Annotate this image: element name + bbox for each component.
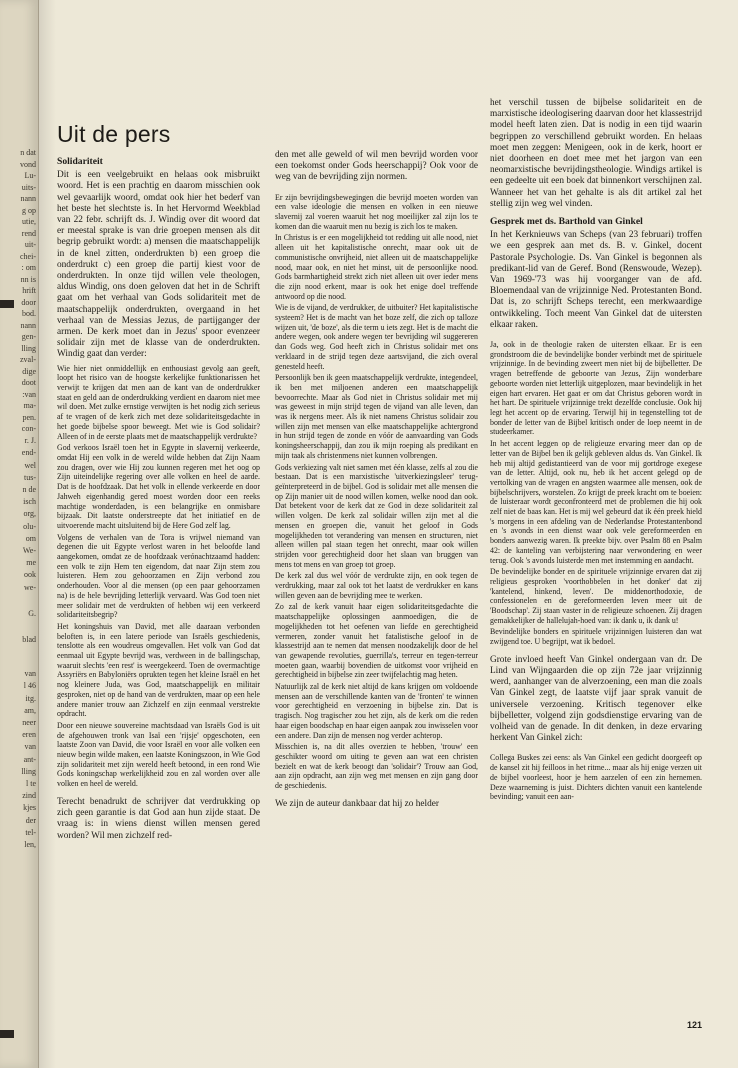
binding-shadow	[38, 0, 56, 1068]
margin-fragment: ant-	[23, 754, 36, 764]
article-subheading: Solidariteit	[57, 156, 103, 167]
body-paragraph: Grote invloed heeft Van Ginkel ondergaan van dr. De Lind van Wijngaarden die op zijn 72e jaar vrijzinnig werd, aanhanger van de alverzoening, een man die zoals Van Ginkel zegt, de laatste vijf jaar sprak vanuit de universele verzoening. Kritisch tegenover elke bijbelletter, volgend zijn godsdienstige ervaring van de volheid van de genade. In dit denken, in deze ervaring herkent Van Ginkel zich:	[490, 654, 702, 744]
quoted-passage: Persoonlijk ben ik geen maatschappelijk verdrukte, integendeel, ik ben met miljoenen anderen een maatschappelijk bevoorrechte. Maar als God niet in Christus solidair met mij was geweest in mijn strijd tegen de vijand van alle leven, dan was ik nergens meer. Als ik niet namens Christus solidair zou willen zijn met mensen van elke maatschappelijke achtergrond in hun strijd tegen de zonde en vóór de aanvaarding van Gods koningsheerschappij, dan zou ik mijn roeping als predikant en mijn taak als christenmens niet kunnen volbrengen.	[275, 373, 478, 460]
margin-mark	[0, 300, 14, 308]
quoted-passage: Ja, ook in de theologie raken de uitersten elkaar. Er is een grondstroom die de bevindelijke bonder verbindt met de spirituele vrijzinnige. In de bevinding zweert men niet bij de bijbelletter. De vragen betreffende de geboorte van Jezus, Zijn wonderbare geboorte worden niet letterlijk uitgeplozen, maar bevindelijk in het eigen hart ervaren. Het gaat er om dat Christus geboren wordt in het hart. De spirituele vrijzinnige trekt dezelfde conclusie. Ook hij legt het accent op de ervaring. Terwijl hij in tegenstelling tot de bonder de letter van de Bijbel kritisch onder de loep neemt in de studeerkamer.	[490, 340, 702, 437]
column-middle	[275, 150, 478, 1050]
body-paragraph: het verschil tussen de bijbelse solidariteit en de marxistische ideologisering daarvan door het klassestrijd model heeft laten zien. Dat is nodig in een tijd waarin begrippen zo verschillend gebruikt worden. En helaas moet men zeggen: Menigeen, ook in de kerk, hoort er niet doorheen en doet mee met het jargon van een neomarxistische bevrijdingstheologie. Windigs artikel is een gedeelte uit een boek dat binnenkort verschijnen zal. Wanneer het van het gehalte is als dit artikel zal het stellig zijn weg wel vinden.	[490, 98, 702, 209]
article-subheading: Gesprek met ds. Barthold van Ginkel	[490, 216, 643, 228]
margin-fragment: l te	[26, 779, 36, 788]
quoted-passage: God verkoos Israël toen het in Egypte in slavernij verkeerde, omdat Hij een volk in de wereld wilde hebben dat Zijn Naam zou dragen, over wie Hij zou kunnen regeren met het oog op Zijn uiteindelijke regering over alle volken en heel de aarde. Dat is de hoofdzaak. Dat het volk in ellende verkeerde en door Jahweh eigenhandig gered moest worden door een reeks machtige wonderdaden, is een belangrijke en onmisbare bijzaak. Dit laatste onderstreepte dat het initiatief en de uitvoerende macht uitsluitend bij de Here God zelf lag.	[57, 443, 260, 530]
margin-fragment: r. J.	[24, 436, 36, 446]
margin-fragment: utie,	[22, 217, 36, 226]
adjacent-page-margin	[0, 0, 39, 1068]
margin-fragment: g op	[22, 205, 36, 215]
quoted-passage: Wie hier niet onmiddellijk en enthousiast gevolg aan geeft, loopt het risico van de hoogste kerkelijke funktionarissen het verwijt te krijgen dat men aan de kant van de onderdrukker staat en geld aan de onderdrukking verdient en daarom niet mee wil doen. Met zulke ernstige verwijten is het nodig zich serieus af te vragen of de kerk zich met deze solidariteitsgedachte in het goede bijbelse spoor beweegt. Met wie is God solidair? Alleen of in de eerste plaats met de maatschappelijk verdrukte?	[57, 363, 260, 441]
quoted-passage: Gods verkiezing valt niet samen met één klasse, zelfs al zou die bestaan. Dat is een marxistische 'uitverkiezingsleer' terug-geïnterpreteerd in de bijbel. God is solidair met alle mensen die op Zijn manier uit de nood willen komen, welke nood dan ook. Dat betekent voor de kerk dat ze God in deze solidariteit zal willen volgen. De kerk zal solidair willen zijn met al die mensen en groepen die, vanuit het geloof in Gods mogelijkheden tot verandering van mensen en structuren, niet alleen willen pal staan tegen het onrecht, maar ook willen strijden voor gerechtigheid door het slaan van bruggen van mens tot mens en van groep tot groep.	[275, 462, 478, 569]
quoted-passage: Misschien is, na dit alles overzien te hebben, 'trouw' een geschikter woord om uiting te geven aan wat een christen bezielt en wat de kerk beoogt dan 'solidair'? Trouw aan God, aan zijn opdracht, aan zijn weg met mensen en zijn gang door de geschiedenis.	[275, 742, 478, 791]
margin-mark	[0, 1030, 14, 1038]
column-right	[490, 98, 702, 1028]
margin-fragment: eren	[22, 730, 36, 740]
margin-fragment: lling	[21, 343, 36, 353]
margin-fragment: len,	[24, 840, 36, 849]
margin-fragment: neer	[22, 718, 36, 727]
margin-fragment: doot	[21, 378, 36, 387]
margin-fragment: me	[26, 558, 36, 568]
body-paragraph: Dit is een veelgebruikt en helaas ook misbruikt woord. Het is een prachtig en daarom misschien ook wel gevaarlijk woord, omdat ook hier het bederf van het beste het slechtste is. In het Hervormd Weekblad van 22 febr. schrijft ds. J. Windig over dit woord dat er meestal sprake is van drie groepen mensen als dit begrip gebruikt wordt: a) mensen die maatschappelijk in de knel zitten, onderdrukten b) een groep die onderdrukt c) een groep die partij kiest voor de onderdrukten. In onze tijd willen vele theologen, aldus Windig, ons doen geloven dat het in de Schrift gaat om het verhaal van Gods solidariteit met de maatschappelijk onderdrukten, overgaand in het verhaal van de Messias Jezus, de partijganger der armen. De kerk moet dan in Jezus' spoor evenzeer solidair zijn met de klasse van de onderdrukten. Windig gaat dan verder:	[57, 170, 260, 360]
margin-fragment: chei-	[20, 251, 36, 261]
margin-fragment: n dat	[20, 148, 36, 157]
margin-fragment: bod.	[22, 309, 36, 318]
margin-fragment: :van	[22, 389, 36, 399]
margin-fragment: nn is	[20, 274, 36, 284]
margin-fragment: ma-	[23, 401, 36, 410]
margin-fragment: tus-	[24, 472, 36, 482]
body-paragraph: Terecht benadrukt de schrijver dat verdrukking op zich geen garantie is dat God aan hun zijde staat. De vraag is: in wiens dienst willen mensen gered worden? Wil men zichzelf red-	[57, 796, 260, 841]
margin-fragment: end-	[21, 448, 36, 458]
body-paragraph: den met alle geweld of wil men bevrijd worden voor een toekomst onder Gods heerschappij? Ook voor de weg van de bevrijding zijn normen.	[275, 150, 478, 183]
quoted-passage: In het accent leggen op de religieuze ervaring meer dan op de letter van de Bijbel ben ik gelijk gebleven aldus ds. Van Ginkel. Ik heb mij altijd gedistantieerd van de voor mij gortdroge exegese van de letter. Altijd, ook nu, heb ik het accent gelegd op de vertolking van de vragen en angsten waarmee alle mensen, ook de bijbelschrijvers, worstelen. Zo krijgt de preek kracht om te boeien: de luisteraar wordt geconfronteerd met de problemen die hij ook zelf niet de baas kan. Het is mij wel gebeurd dat ik één preek hield 's morgens in een afdeling van de Nederlandse Protestantenbond en 's avonds in een dienst waar ook vele gereformeerden en bonders aanwezig waren. Ik preekte bijv. over Psalm 88 en Psalm 42: de kanteling van verbijstering naar verwondering en weer terug. Ook 's avonds luisterde men met instemming en aandacht.	[490, 439, 702, 565]
body-paragraph: We zijn de auteur dankbaar dat hij zo helder	[275, 798, 439, 809]
margin-fragment: lling	[21, 766, 36, 776]
margin-fragment: om	[25, 533, 36, 543]
margin-fragment: dige	[22, 366, 36, 376]
margin-fragment: am,	[24, 705, 36, 715]
margin-fragment: wel	[24, 460, 36, 470]
quoted-passage: Door een nieuwe souvereine machtsdaad van Israëls God is uit de afgehouwen tronk van Isaï een 'rijsje' opgeschoten, een laatste Zoon van David, die voor Israël en voor alle volken een nieuw begin wilde maken, een laatste Koningszoon, in Wie God zijn solidariteit met zijn wereld heeft betoond, in een rond Wie Gods koningschap werkelijkheid zou en zal worden over alle volken en heel de wereld.	[57, 720, 260, 789]
margin-fragment: nann	[20, 194, 36, 203]
margin-fragment: hrift	[22, 286, 36, 295]
margin-fragment: Lu-	[24, 171, 36, 180]
margin-fragment: rend	[21, 228, 36, 238]
margin-fragment: We-	[22, 546, 36, 555]
margin-fragment: olu-	[23, 521, 36, 531]
margin-fragment: G.	[28, 608, 36, 618]
quoted-passage: In Christus is er een mogelijkheid tot redding uit alle nood, niet alleen uit het kapitalistische onrecht, maar ook uit de communistische onvrijheid, niet alleen uit de maatschappelijke nood, maar ook, en niet het minst, uit de persoonlijke nood. Gods barmhartigheid strekt zich niet alleen uit over ieder mens die zijn nood erkent, maar is ook het enige doel treffende antwoord op die nood.	[275, 233, 478, 301]
margin-fragment: zind	[22, 791, 36, 801]
margin-fragment: l 46	[23, 681, 36, 691]
quoted-passage: Collega Buskes zei eens: als Van Ginkel een gedicht doorgeeft op de kansel zit hij feilloos in het ritme... maar als hij enige verzen uit de bijbel voorleest, hoor je hem aarzelen of een zin hernemen. Deze waarneming is juist. Dichters dichten vanuit een kantelende bevinding; vanuit een aan-	[490, 753, 702, 802]
margin-fragment: we-	[24, 582, 36, 592]
margin-fragment: nann	[20, 320, 36, 330]
margin-fragment: der	[25, 815, 36, 825]
margin-fragment: uits-	[21, 182, 36, 192]
column-left	[57, 150, 260, 1050]
margin-fragment: uit-	[24, 240, 36, 249]
margin-fragment: gen-	[21, 332, 36, 341]
margin-fragment: van	[24, 669, 36, 679]
margin-fragment: kjes	[23, 803, 36, 813]
margin-fragment: isch	[23, 497, 36, 507]
margin-fragment: blad	[22, 635, 36, 644]
quoted-passage: Het koningshuis van David, met alle daaraan verbonden beloften is, in een latere periode van Israëls geschiedenis, tenslotte als een woudreus omgevallen. Het volk van God dat eenmaal uit Egypte bevrijd was, verdween in de ballingschap, waaruit slechts 'een rest' is weergekeerd. Toen de overmachtige Assyriërs en Babyloniërs oprukten tegen het kleine Israël en het nog kleinere Juda, was God, maatschappelijk en militair gesproken, niet op de hand van de verdrukten, maar op een hele andere manier trouw aan Zichzelf en zijn eenmaal verstrekte opdracht.	[57, 621, 260, 719]
margin-fragment: ook	[24, 570, 36, 580]
margin-fragment: zval-	[20, 355, 36, 364]
quoted-passage: Volgens de verhalen van de Tora is vrijwel niemand van degenen die uit Egypte verlost waren in het beloofde land aangekomen, omdat ze de hoofdzaak verónachtzaamd hadden: een volk te zijn Hem ten eigendom, dat naar Zijn stem zou luisteren. Hem zou gehoorzamen en Zijn verbond zou onderhouden. Voor al die mensen (op een paar gehoorzamen na) is de hele bevrijding letterlijk vervaard. Was God toen niet meer solidair met de verdrukten of hebben wij een verkeerd solidariteitsbegrip?	[57, 532, 260, 620]
margin-fragment: itg.	[25, 693, 36, 703]
margin-fragment: con-	[21, 424, 36, 433]
quoted-passage: Er zijn bevrijdingsbewegingen die bevrijd moeten worden van een valse ideologie die mensen en volken in een nieuwe slavernij zal voeren waaruit het nog moeilijker zal zijn los te komen dan die waaruit men nu bezig is zich los te maken.	[275, 192, 478, 231]
margin-fragment: door	[21, 297, 36, 307]
margin-fragment: vond	[20, 159, 36, 169]
margin-fragment: tel-	[25, 827, 36, 837]
quoted-passage: Natuurlijk zal de kerk niet altijd de kans krijgen om voldoende mensen aan de verschillende kanten van de 'fronten' te winnen voor gerechtigheid en verzoening in bijbelse zin. Dat is tragisch. Nog tragischer zou het zijn, als de kerk om die reden haar eigen boodschap en haar eigen aanpak zou inwisselen voor een andere. Dan zijn de mensen nog verder achterop.	[275, 682, 478, 740]
quoted-passage: Bevindelijke bonders en spirituele vrijzinnigen luisteren dan wat zwijgend toe. U begrijpt, wat ik bedoel.	[490, 627, 702, 647]
page-number: 121	[686, 1020, 702, 1030]
margin-fragment: van	[24, 742, 36, 752]
margin-fragment: n de	[22, 485, 36, 494]
body-paragraph: In het Kerknieuws van Scheps (van 23 februari) troffen we een gesprek aan met ds. B. v. Ginkel, docent Pastorale Psychologie. Ds. Van Ginkel is begonnen als predikant-lid van de Geref. Bond (Renswoude, Wezep). Van 1969-'73 was hij voorganger van de afd. Bloemendaal van de vrijzinnige Ned. Protestanten Bond. Dat is, zo schrijft Scheps terecht, een merkwaardige ontwikkeling. Toch meent Van Ginkel dat de uitersten elkaar raken.	[490, 230, 702, 330]
quoted-passage: Wie is de vijand, de verdrukker, de uitbuiter? Het kapitalistische systeem? Het is de macht van het boze zelf, die zich op talloze wijzen uit, 'de boze', als die term u iets zegt. Het is de macht die andere wegen, ook andere wegen ter bevrijding wil suggereren dan Gods weg. God heeft zich in Christus solidair met ons verklaard in de strijd tegen deze aartsvijand, die zich overal genesteld heeft.	[275, 303, 478, 371]
margin-fragment: : om	[21, 263, 36, 272]
quoted-passage: De bevindelijke bonder en de spirituele vrijzinnige ervaren dat zij religieus gesproken 'voorthobbelen in het donker' dat zij 'kantelend, hinkend, leven'. De middenorthodoxie, de confessionelen en de gereformeerden leven meer uit de 'Boodschap'. Zij staan vaster in de religieuze schoenen. Zij dragen gemakkelijker de hallelujah-hoed van: ik dank u, ik dank u!	[490, 567, 702, 625]
quoted-passage: De kerk zal dus wel vóór de verdrukte zijn, en ook tegen de verdrukking, maar zal ook tot het laatst de verdrukker en kans willen geven aan de bevrijding mee te werken.	[275, 571, 478, 600]
quoted-passage: Zo zal de kerk vanuit haar eigen solidariteitsgedachte die maatschappelijke oplossingen aanmoedigen, die de mogelijkheden tot het oefenen van liefde en gerechtigheid vermeren, zonder vanuit het fatalistische geloof in de klassestrijd aan te nemen dat mensen noodzakelijk door de hel van gewapende revoluties, guerrilla's, terreur en tegen-terreur moeten gaan, waarbij bovendien de uitkomst voor vrijheid en gerechtigheid in bijbelse zin zeer twijfelachtig mag heten.	[275, 602, 478, 680]
margin-fragment: pen.	[22, 412, 36, 422]
section-heading: Uit de pers	[57, 121, 171, 147]
margin-fragment: org,	[23, 509, 36, 519]
